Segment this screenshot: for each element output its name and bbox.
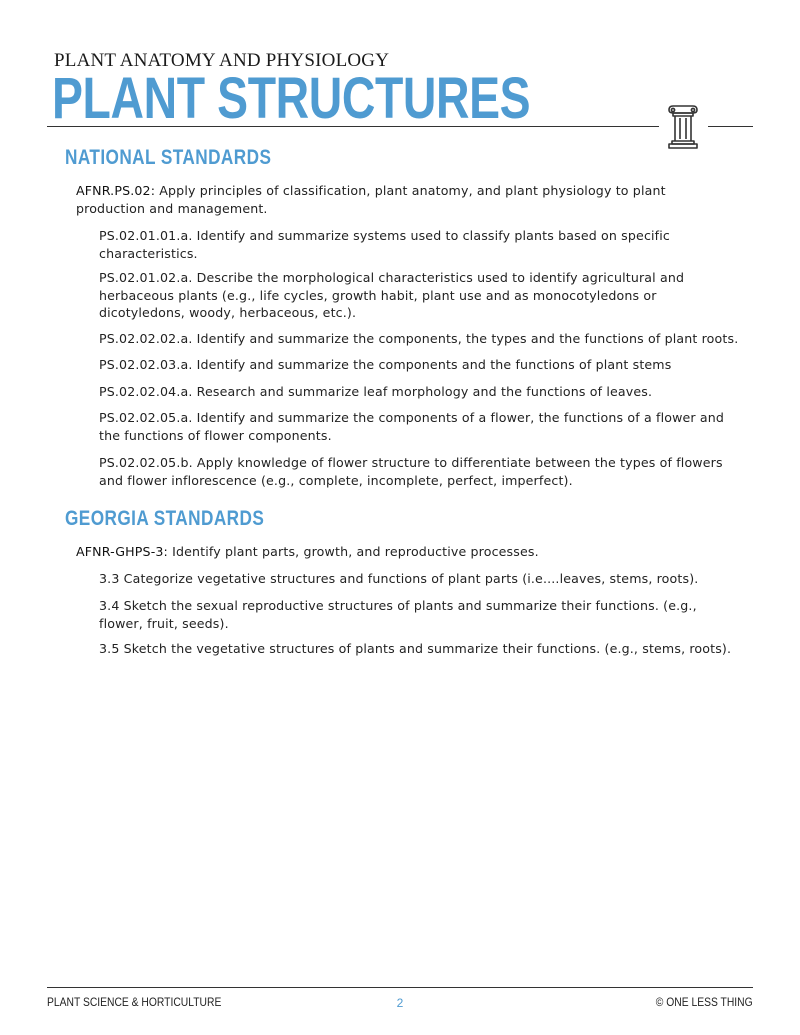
national-item: PS.02.02.04.a. Research and summarize leaf morphology and the functions of leaves. (99, 384, 653, 399)
footer-copyright: © ONE LESS THING (656, 995, 753, 1009)
national-item: PS.02.02.05.b. Apply knowledge of flower structure to differentiate between the types of flowers and flower inflorescence (e.g., complete, incomplete, perfect, imperfect). (99, 455, 723, 488)
standard-code: AFNR.PS.02: (76, 183, 156, 198)
footer-divider (47, 987, 753, 988)
page-number: 2 (396, 996, 404, 1010)
pillar-icon (666, 104, 700, 150)
georgia-standards-heading: GEORGIA STANDARDS (65, 507, 265, 530)
georgia-item: 3.3 Categorize vegetative structures and functions of plant parts (i.e....leaves, stems, roots). (99, 571, 699, 586)
page-title: PLANT STRUCTURES (52, 66, 531, 131)
national-item: PS.02.02.03.a. Identify and summarize the components and the functions of plant stems (99, 357, 672, 372)
national-main-standard (76, 182, 736, 217)
national-item: PS.02.01.02.a. Describe the morphological characteristics used to identify agricultural and herbaceous plants (e.g., life cycles, growth habit, plant use and as monocotyledons or dicotyledons, woody, herbaceous, etc.). (99, 270, 685, 320)
georgia-main-standard (76, 543, 736, 561)
header-divider (47, 126, 659, 127)
georgia-item: 3.4 Sketch the sexual reproductive structures of plants and summarize their functions. (e.g., flower, fruit, seeds). (99, 598, 697, 631)
national-item: PS.02.02.02.a. Identify and summarize the components, the types and the functions of plant roots. (99, 331, 739, 346)
national-standards-heading: NATIONAL STANDARDS (65, 146, 272, 169)
standard-text: Identify plant parts, growth, and reproductive processes. (167, 544, 539, 559)
national-item: PS.02.02.05.a. Identify and summarize the components of a flower, the functions of a flower and the functions of flower components. (99, 410, 725, 443)
header-divider-right (708, 126, 753, 127)
footer-course-name: PLANT SCIENCE & HORTICULTURE (47, 995, 222, 1009)
georgia-item: 3.5 Sketch the vegetative structures of plants and summarize their functions. (e.g., stems, roots). (99, 641, 732, 656)
national-item: PS.02.01.01.a. Identify and summarize systems used to classify plants based on specific characteristics. (99, 228, 670, 261)
standard-code: AFNR-GHPS-3: (76, 544, 168, 559)
page-subtitle: PLANT ANATOMY AND PHYSIOLOGY (54, 50, 390, 71)
standard-text: Apply principles of classification, plant anatomy, and plant physiology to plant production and management. (76, 183, 666, 216)
